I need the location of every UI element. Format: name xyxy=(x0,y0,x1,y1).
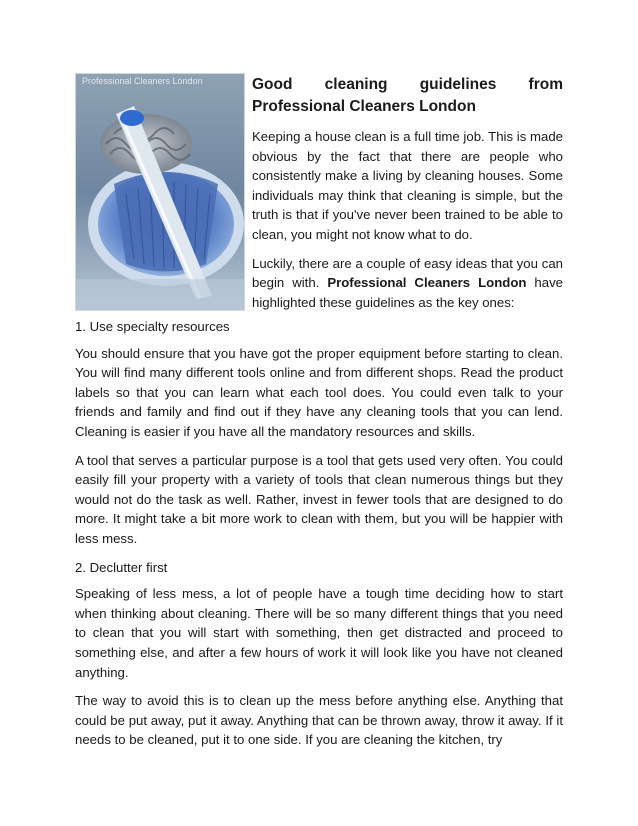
section-1-heading: 1. Use specialty resources xyxy=(75,319,230,334)
article-body xyxy=(75,317,563,759)
intro-paragraph-2 xyxy=(252,254,563,313)
section-2-paragraph-1: Speaking of less mess, a lot of people have a tough time deciding how to start when thinking about cleaning. There will be so many different things that you need to clean that you will start with something, then get distracted and proceed to something else, and after a few hours of work it will look like you have not cleaned anything. xyxy=(75,586,563,680)
section-2-paragraph-2: The way to avoid this is to clean up the mess before anything else. Anything that could be put away, put it away. Anything that can be thrown away, throw it away. If it needs to be cleaned, put it to one side. If you are cleaning the kitchen, try xyxy=(75,693,563,748)
section-2-heading: 2. Declutter first xyxy=(75,559,168,575)
intro-paragraph-2-lead: Luckily, there are a couple of easy ideas that you can begin with. xyxy=(252,255,563,291)
intro-paragraph-1: Keeping a house clean is a full time job. This is made obvious by the fact that there are people who consistently make a living by cleaning houses. Some individuals may think that cleaning is simple, but the truth is that if you've never been trained to be able to clean, you might not know what to do. xyxy=(252,129,563,242)
intro-paragraph-2-tail: have highlighted these guidelines as the key ones: xyxy=(252,275,563,310)
section-1-paragraph-1: You should ensure that you have got the proper equipment before starting to clean. You will find many different tools online and from different shops. Read the product labels so that you can learn what each tool does. You could even talk to your friends and family and find out if they have any cleaning tools that you can lend. Cleaning is easier if you have all the mandatory resources and skills. xyxy=(75,345,563,439)
company-name: Professional Cleaners London xyxy=(327,275,527,291)
photo-watermark: Professional Cleaners London xyxy=(82,76,203,86)
mop-bucket-photo xyxy=(75,73,245,311)
intro-column xyxy=(252,74,563,321)
mop-bucket-illustration xyxy=(76,74,244,310)
section-1-paragraph-2: A tool that serves a particular purpose is a tool that gets used very often. You could easily fill your property with a variety of tools that clean numerous things but they would not do the task as well. Rather, invest in fewer tools that are designed to do more. It might take a bit more work to clean with them, but you will be happier with less mess. xyxy=(75,452,563,546)
page-title: Good cleaning guidelines from Professional Cleaners London xyxy=(252,76,563,115)
